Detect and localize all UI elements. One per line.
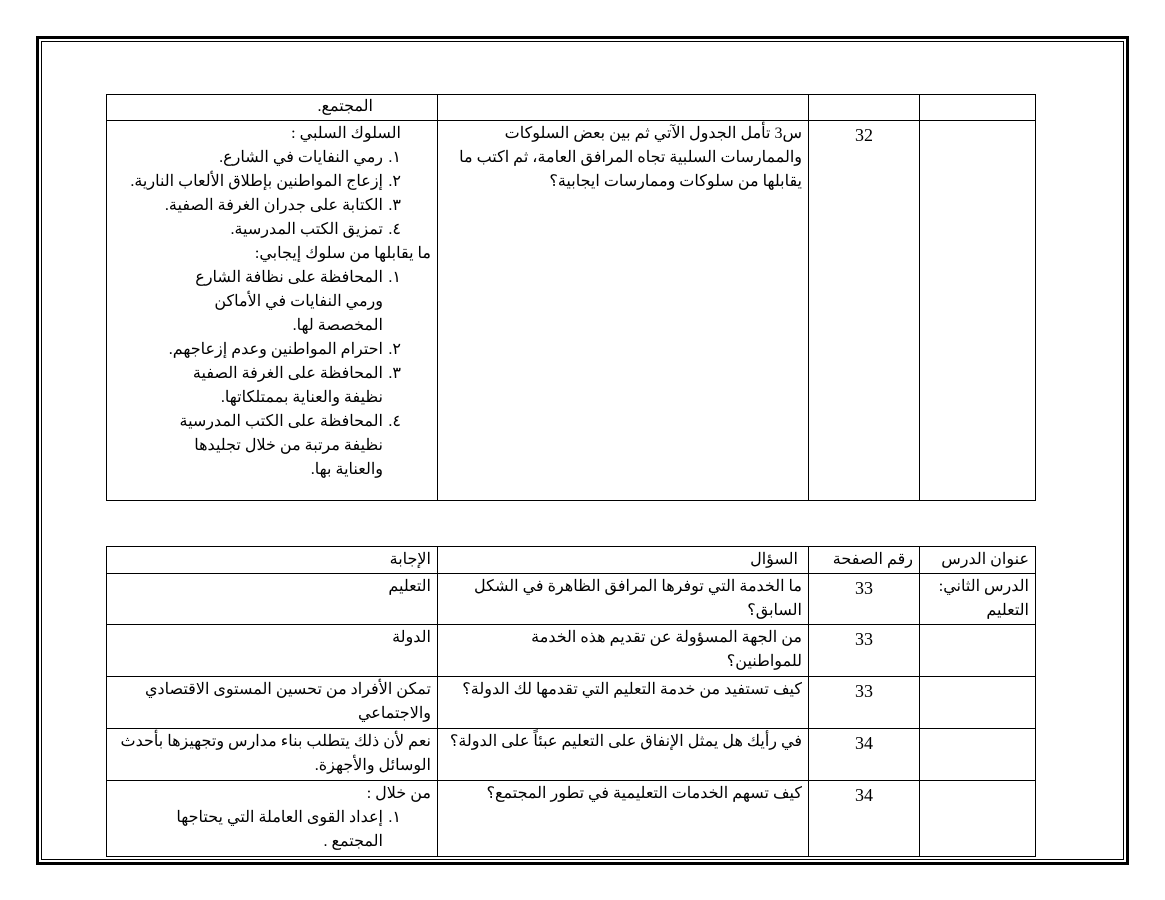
list-item	[113, 146, 401, 170]
question-cell	[438, 121, 809, 501]
table-row	[107, 625, 1036, 677]
question-cell: في رأيك هل يمثل الإنفاق على التعليم عبئاً على الدولة؟	[438, 729, 809, 781]
header-lesson-title: عنوان الدرس	[920, 547, 1036, 574]
lesson-cell	[920, 677, 1036, 729]
list-item	[113, 194, 401, 218]
negative-behavior-heading: السلوك السلبي :	[291, 125, 401, 142]
list-item	[161, 266, 401, 338]
question-text: س3 تأمل الجدول الآتي ثم بين بعض السلوكات والممارسات السلبية تجاه المرافق العامة، ثم اكتب ما يقابلها من سلوكات وممارسات ايجابية؟	[459, 125, 802, 190]
header-answer: الإجابة	[107, 547, 438, 574]
list-item-text: الكتابة على جدران الغرفة الصفية.	[164, 197, 383, 214]
table-row	[107, 677, 1036, 729]
answer-cell	[107, 95, 438, 121]
header-question: السؤال	[438, 547, 809, 574]
list-marker: ٤.	[388, 413, 401, 430]
page-cell	[809, 95, 920, 121]
list-item-text: المحافظة على الغرفة الصفية نظيفة والعناية بممتلكاتها.	[192, 365, 383, 406]
list-item	[113, 170, 401, 194]
list-item-text: تمزيق الكتب المدرسية.	[230, 221, 383, 238]
page-number: 34	[809, 781, 920, 857]
lesson-cell	[920, 625, 1036, 677]
list-marker: ٤.	[388, 221, 401, 238]
list-marker: ١.	[388, 149, 401, 166]
list-marker: ٣.	[388, 197, 401, 214]
answer-list	[113, 806, 431, 854]
list-item-text: إعداد القوى العاملة التي يحتاجها المجتمع .	[176, 809, 383, 850]
lesson-cell	[920, 729, 1036, 781]
list-item	[113, 218, 401, 242]
table-row	[107, 729, 1036, 781]
list-marker: ٣.	[388, 365, 401, 382]
question-cell	[438, 95, 809, 121]
question-text: من الجهة المسؤولة عن تقديم هذه الخدمة للمواطنين؟	[531, 629, 802, 670]
list-marker: ١.	[388, 269, 401, 286]
answer-cell: الدولة	[107, 625, 438, 677]
table-row	[107, 781, 1036, 857]
answer-cell: التعليم	[107, 574, 438, 625]
lesson-cell	[920, 781, 1036, 857]
list-marker: ٢.	[388, 173, 401, 190]
list-item	[161, 410, 401, 482]
answer-cell: تمكن الأفراد من تحسين المستوى الاقتصادي والاجتماعي	[107, 677, 438, 729]
positive-behavior-heading: ما يقابلها من سلوك إيجابي:	[254, 245, 431, 262]
question-cell: كيف تسهم الخدمات التعليمية في تطور المجتمع؟	[438, 781, 809, 857]
table-row	[107, 574, 1036, 625]
header-row	[107, 547, 1036, 574]
list-item-text: رمي النفايات في الشارع.	[219, 149, 383, 166]
answer-text: المجتمع.	[317, 98, 373, 115]
list-marker: ٢.	[388, 341, 401, 358]
answer-cell: نعم لأن ذلك يتطلب بناء مدارس وتجهيزها بأحدث الوسائل والأجهزة.	[107, 729, 438, 781]
list-item-text: المحافظة على الكتب المدرسية نظيفة مرتبة من خلال تجليدها والعناية بها.	[179, 413, 383, 478]
answer-heading: من خلال :	[366, 785, 431, 802]
page-number: 33	[809, 574, 920, 625]
list-item	[161, 338, 401, 362]
list-item-text: احترام المواطنين وعدم إزعاجهم.	[168, 341, 383, 358]
list-item-text: إزعاج المواطنين بإطلاق الألعاب النارية.	[130, 173, 383, 190]
page-number: 33	[809, 677, 920, 729]
table-row	[107, 95, 1036, 121]
question-cell	[438, 625, 809, 677]
list-item-text: المحافظة على نظافة الشارع ورمي النفايات في الأماكن المخصصة لها.	[195, 269, 383, 334]
page-number: 32	[809, 121, 920, 501]
lesson-table	[106, 546, 1036, 857]
page-number: 33	[809, 625, 920, 677]
positive-behavior-list	[113, 266, 431, 482]
question-cell: ما الخدمة التي توفرها المرافق الظاهرة في الشكل السابق؟	[438, 574, 809, 625]
list-item	[161, 362, 401, 410]
lesson-cell	[920, 121, 1036, 501]
list-item	[153, 806, 401, 854]
continuation-table	[106, 94, 1036, 501]
lesson-cell: الدرس الثاني: التعليم	[920, 574, 1036, 625]
answer-cell	[107, 121, 438, 501]
header-page-number: رقم الصفحة	[809, 547, 920, 574]
table-row	[107, 121, 1036, 501]
page-number: 34	[809, 729, 920, 781]
answer-cell	[107, 781, 438, 857]
question-cell: كيف تستفيد من خدمة التعليم التي تقدمها لك الدولة؟	[438, 677, 809, 729]
list-marker: ١.	[388, 809, 401, 826]
negative-behavior-list	[113, 146, 431, 242]
lesson-cell	[920, 95, 1036, 121]
